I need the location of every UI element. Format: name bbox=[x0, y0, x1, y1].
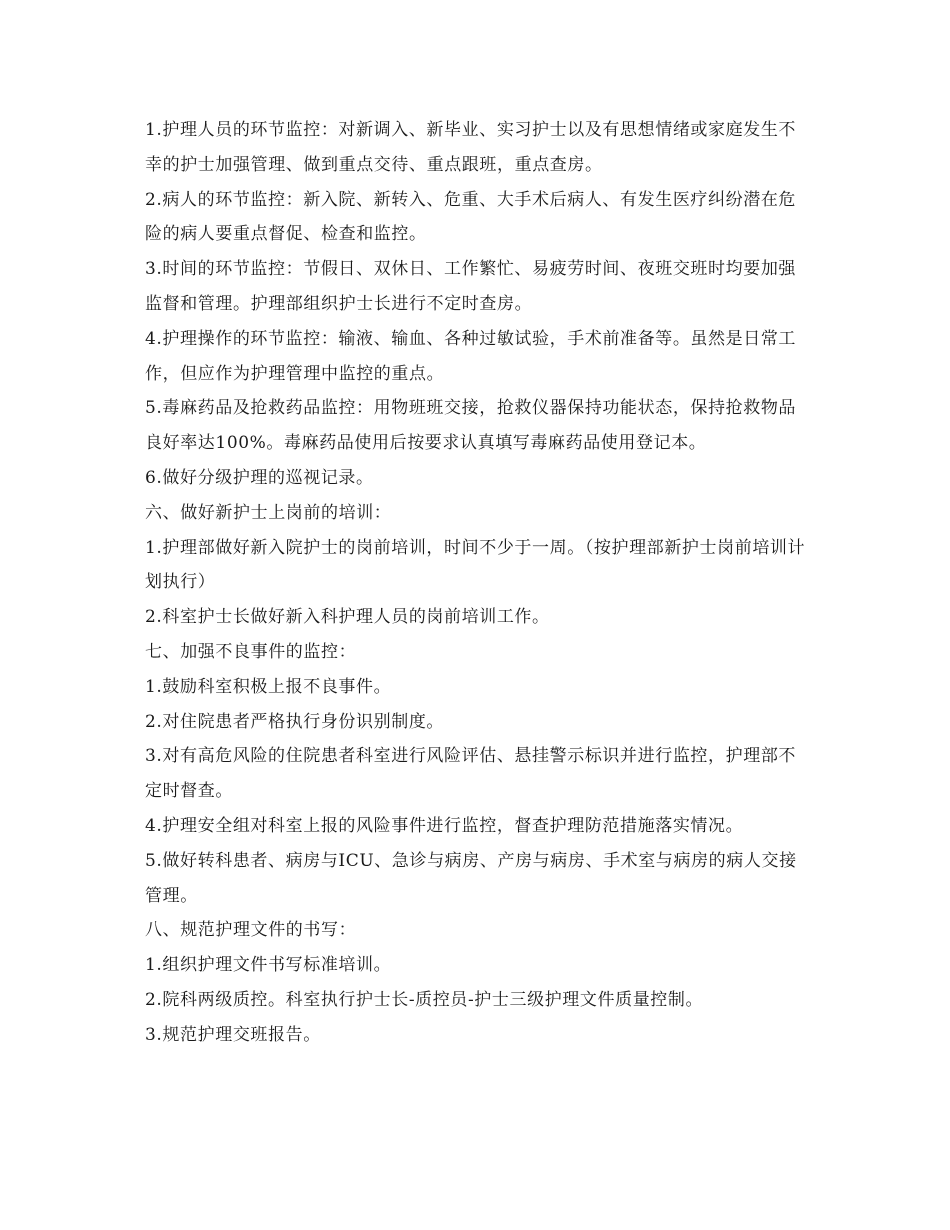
paragraph-nurse-monitoring: 1.护理人员的环节监控：对新调入、新毕业、实习护士以及有思想情绪或家庭发生不幸的护士加强管理、做到重点交待、重点跟班，重点查房。 bbox=[145, 120, 797, 175]
list-item: 1.鼓励科室积极上报不良事件。 bbox=[145, 676, 392, 697]
list-item: 2.对住院患者严格执行身份识别制度。 bbox=[145, 711, 445, 732]
document-body bbox=[145, 113, 810, 1053]
section-heading-documentation: 八、规范护理文件的书写： bbox=[145, 920, 357, 941]
section-heading-adverse-events: 七、加强不良事件的监控： bbox=[145, 641, 357, 662]
list-item: 1.护理部做好新入院护士的岗前培训，时间不少于一周。（按护理部新护士岗前培训计划执行） bbox=[145, 537, 806, 593]
list-item: 1.组织护理文件书写标准培训。 bbox=[145, 955, 392, 976]
section-heading-training: 六、做好新护士上岗前的培训： bbox=[145, 502, 392, 523]
list-item: 3.对有高危风险的住院患者科室进行风险评估、悬挂警示标识并进行监控，护理部不定时督查。 bbox=[145, 746, 797, 802]
list-item: 5.做好转科患者、病房与ICU、急诊与病房、产房与病房、手术室与病房的病人交接管理。 bbox=[145, 850, 797, 906]
paragraph-time-monitoring: 3.时间的环节监控：节假日、双休日、工作繁忙、易疲劳时间、夜班交班时均要加强监督和管理。护理部组织护士长进行不定时查房。 bbox=[145, 259, 797, 314]
paragraph-grading-record: 6.做好分级护理的巡视记录。 bbox=[145, 467, 374, 488]
paragraph-patient-monitoring: 2.病人的环节监控：新入院、新转入、危重、大手术后病人、有发生医疗纠纷潜在危险的病人要重点督促、检查和监控。 bbox=[145, 189, 797, 245]
paragraph-drug-monitoring: 5.毒麻药品及抢救药品监控：用物班班交接，抢救仪器保持功能状态，保持抢救物品良好率达100%。毒麻药品使用后按要求认真填写毒麻药品使用登记本。 bbox=[145, 398, 797, 454]
paragraph-operation-monitoring: 4.护理操作的环节监控：输液、输血、各种过敏试验，手术前准备等。虽然是日常工作，但应作为护理管理中监控的重点。 bbox=[145, 328, 797, 384]
list-item: 2.院科两级质控。科室执行护士长-质控员-护士三级护理文件质量控制。 bbox=[145, 989, 704, 1010]
list-item: 4.护理安全组对科室上报的风险事件进行监控，督查护理防范措施落实情况。 bbox=[145, 815, 744, 836]
list-item: 2.科室护士长做好新入科护理人员的岗前培训工作。 bbox=[145, 607, 550, 628]
list-item: 3.规范护理交班报告。 bbox=[145, 1024, 321, 1045]
